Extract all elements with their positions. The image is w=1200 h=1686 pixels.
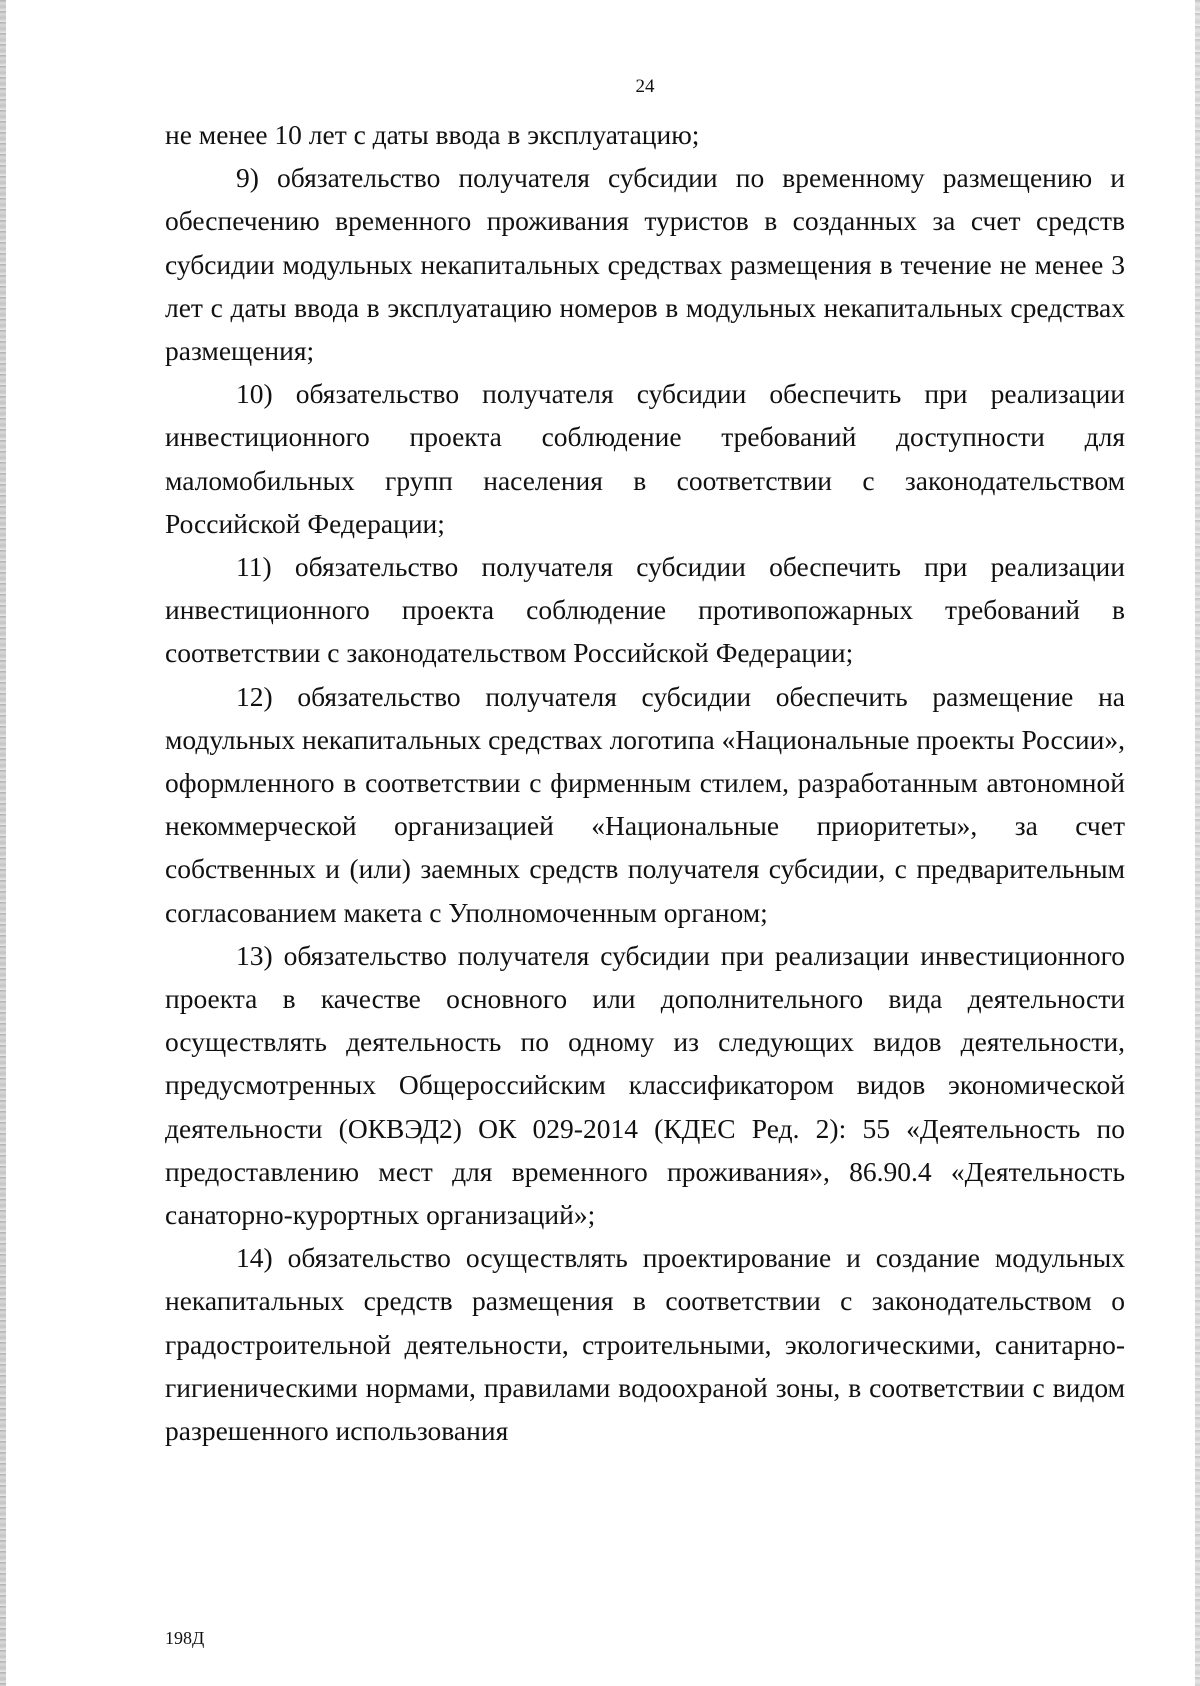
scan-edge-left xyxy=(0,0,6,1686)
paragraph-item-11: 11) обязательство получателя субсидии обеспечить при реализации инвестиционного проекта соблюдение противопожарных требований в соответствии с законодательством Российской Федерации; xyxy=(165,551,1125,669)
paragraph-item-12: 12) обязательство получателя субсидии обеспечить размещение на модульных некапитальных средствах логотипа «Национальные проекты России», оформленного в соответствии с фирменным стилем, разработанным автономной некоммерческой организацией «Национальные приоритеты», за счет собственных и (или) заемных средств получателя субсидии, с предварительным согласованием макета с Уполномоченным органом; xyxy=(165,680,1125,928)
paragraph-item-9: 9) обязательство получателя субсидии по временному размещению и обеспечению временного проживания туристов в созданных за счет средств субсидии модульных некапитальных средствах размещения в течение не менее 3 лет с даты ввода в эксплуатацию номеров в модульных некапитальных средствах размещения; xyxy=(165,162,1125,367)
page-number: 24 xyxy=(635,76,655,97)
paragraph-item-10: 10) обязательство получателя субсидии обеспечить при реализации инвестиционного проекта соблюдение требований доступности для маломобильных групп населения в соответствии с законодательством Российской Федерации; xyxy=(165,378,1125,539)
scan-edge-right xyxy=(1195,0,1200,1686)
footer-document-code: 198Д xyxy=(165,1628,205,1648)
paragraph-item-14: 14) обязательство осуществлять проектирование и создание модульных некапитальных средств размещения в соответствии с законодательством о градостроительной деятельности, строительными, экологическими, санитарно-гигиеническими нормами, правилами водоохраной зоны, в соответствии с видом разрешенного использования xyxy=(165,1242,1125,1447)
document-body xyxy=(165,113,1125,1452)
paragraph-item-13: 13) обязательство получателя субсидии при реализации инвестиционного проекта в качестве основного или дополнительного вида деятельности осуществлять деятельность по одному из следующих видов деятельности, предусмотренных Общероссийским классификатором видов экономической деятельности (ОКВЭД2) ОК 029-2014 (КДЕС Ред. 2): 55 «Деятельность по предоставлению мест для временного проживания», 86.90.4 «Деятельность санаторно-курортных организаций»; xyxy=(165,939,1125,1231)
paragraph-continuation: не менее 10 лет с даты ввода в эксплуатацию; xyxy=(165,119,700,150)
